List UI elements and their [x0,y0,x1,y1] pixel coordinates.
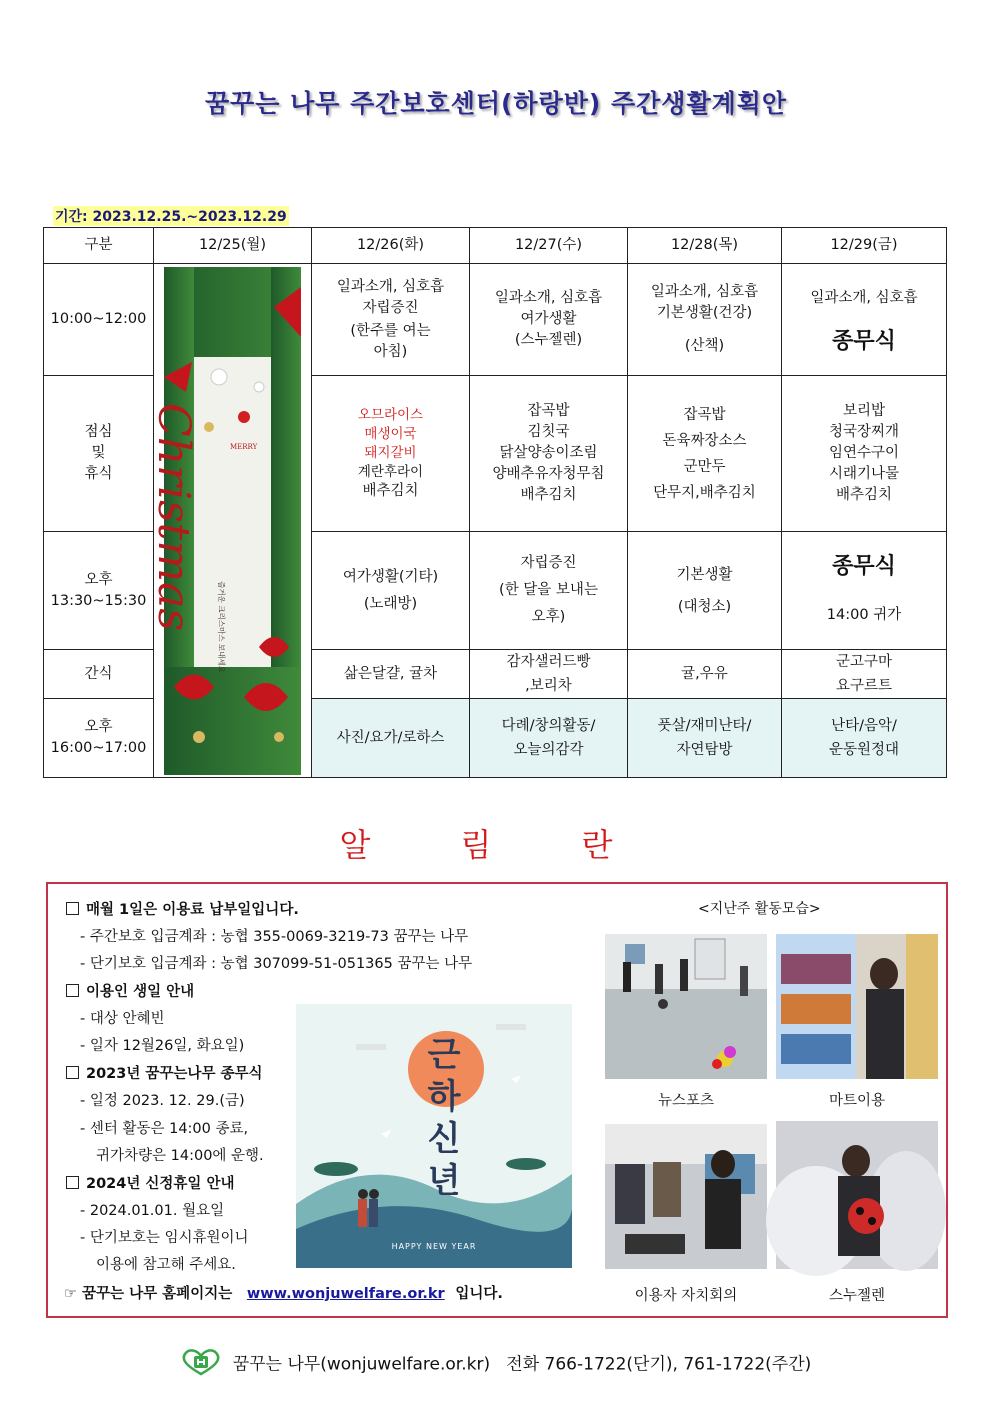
cell-line: 풋살/재미난타/ [657,718,752,734]
mart-photo-graphic [776,934,938,1079]
cell-line: 여가생활 [520,311,577,327]
meeting-photo-graphic [605,1124,767,1269]
schedule-cell [312,264,470,376]
notice-text: 매월 1일은 이용료 납부일입니다. [86,902,299,918]
menu-item: 배추김치 [362,483,419,499]
lunch-menu-cell [628,376,782,532]
menu-item: 김칫국 [527,424,570,440]
notice-text: - 대상 안혜빈 [80,1011,165,1027]
footer-text: 꿈꾸는 나무(wonjuwelfare.or.kr) 전화 766-1722(단기), 761-1722(주간) [232,1354,812,1375]
header-cell: 12/28(목) [628,228,782,264]
notice-item [66,1172,235,1193]
cell-line: 자립증진 [520,555,577,571]
cell-line: 기본생활 [676,566,733,583]
card-title: 근 하 신 년 [427,1035,461,1201]
time-label [44,699,154,778]
label-line: 오후 [84,719,113,735]
header-cell: 12/25(월) [154,228,312,264]
menu-item: 돼지갈비 [364,445,417,461]
photo-caption: 스누젤렌 [828,1288,886,1304]
checkbox-square-icon [66,1066,79,1079]
footer [0,1348,992,1381]
cell-line: 운동원정대 [828,742,900,758]
new-year-card [296,1004,572,1268]
table-row [44,264,947,376]
cell-line: 아침) [373,343,408,360]
notice-item [66,898,299,919]
table-header-row [44,228,947,264]
menu-item: 오므라이스 [357,407,424,423]
snoezelen-photo-graphic [776,1121,938,1269]
banner-small-text: MERRY [230,442,258,451]
checkbox-square-icon [66,1176,79,1189]
schedule-cell [782,532,947,650]
notice-text: 2023년 꿈꾸는나무 종무식 [86,1066,263,1082]
activity-cell [628,699,782,778]
cell-line: 일과소개, 심호흡 [810,289,918,306]
notice-text: 이용인 생일 안내 [86,984,195,1000]
cell-line: 일과소개, 심호흡 [494,290,603,306]
photo-new-sports [605,934,767,1079]
cell-line: ,보리차 [525,678,572,694]
cell-line: 일과소개, 심호흡 [336,278,445,295]
photo-meeting [605,1124,767,1269]
menu-item: 잡곡밥 [683,406,726,423]
notice-text: 2024년 신정휴일 안내 [86,1176,235,1192]
cell-line: 오늘의감각 [513,742,584,758]
period-label: 기간: 2023.12.25.~2023.12.29 [53,206,289,226]
cell-line: 요구르트 [835,678,893,694]
banner-vertical-text: 즐거운 크리스마스 보내세요 [217,580,226,673]
notice-text: - 단기보호는 임시휴원이니 [80,1230,249,1246]
photo-mart [776,934,938,1079]
cell-line: (대청소) [677,598,732,615]
cell-line: 감자샐러드빵 [506,654,591,670]
snack-cell [470,650,628,699]
homepage-link[interactable]: www.wonjuwelfare.or.kr [246,1286,445,1302]
cell-line: 오후) [531,609,566,625]
time-label [44,376,154,532]
cell-line: (한주를 여는 [350,322,431,339]
notice-text: - 일정 2023. 12. 29.(금) [80,1093,245,1109]
time-label [44,532,154,650]
cell-line: (노래방) [363,595,418,612]
page-title: 꿈꾸는 나무 주간보호센터(하랑반) 주간생활계획안 [204,89,788,118]
notice-item [66,1062,263,1083]
notice-text: 이용에 참고해 주세요. [96,1257,236,1273]
schedule-cell [628,264,782,376]
header-cell: 구분 [44,228,154,264]
label-line: 및 [91,445,106,461]
banner-script-text: Christmas [148,402,199,631]
cell-line: 다례/창의활동/ [501,718,596,734]
label-line: 휴식 [84,466,113,482]
header-cell: 12/26(화) [312,228,470,264]
cell-line: 기본생활(건강) [656,305,753,321]
cell-line: 군고구마 [835,654,893,670]
snack-cell: 귤,우유 [628,650,782,699]
menu-item: 임연수구이 [828,445,900,461]
cell-line: 일과소개, 심호흡 [650,284,759,300]
menu-item: 배추김치 [835,487,893,503]
schedule-cell [470,264,628,376]
photo-caption: 이용자 자치회의 [634,1288,738,1304]
photo-caption: 마트이용 [828,1093,886,1109]
schedule-cell [782,264,947,376]
schedule-cell [312,532,470,650]
christmas-wreath-graphic [148,267,301,775]
notice-text: - 2024.01.01. 월요일 [80,1203,225,1219]
menu-item: 잡곡밥 [527,403,570,419]
photo-caption: 뉴스포츠 [657,1093,715,1109]
cell-line: (한 달을 보내는 [499,582,598,598]
cell-line: 종무식 [832,553,896,579]
heart-logo-icon [181,1348,221,1381]
cell-line: 자연탐방 [676,742,733,758]
label-line: 16:00~17:00 [50,740,147,756]
notice-text: 입니다. [455,1286,503,1302]
activity-cell [782,699,947,778]
homepage-line [64,1282,503,1303]
lunch-menu-cell [782,376,947,532]
photos-title: <지난주 활동모습> [698,901,821,917]
notice-text: - 단기보호 입금계좌 : 농협 307099-51-051365 꿈꾸는 나무 [80,956,473,972]
menu-item: 계란후라이 [357,464,424,480]
notice-item [66,980,194,1001]
menu-item: 매생이국 [364,426,417,442]
lunch-menu-cell [470,376,628,532]
schedule-cell [628,532,782,650]
cell-line: 자립증진 [362,299,419,316]
cell-line: 14:00 귀가 [826,606,902,623]
cell-line: 여가생활(기타) [342,568,439,585]
menu-item: 돈육짜장소스 [662,432,747,449]
notice-text: 귀가차량은 14:00에 운행. [96,1148,264,1164]
weekly-schedule-table [43,227,947,778]
notice-text: - 센터 활동은 14:00 종료, [80,1121,249,1137]
cell-line: 종무식 [832,328,896,354]
lunch-menu-cell [312,376,470,532]
christmas-banner-image [148,267,301,775]
menu-item: 양배추유자청무침 [492,466,605,482]
snack-cell [782,650,947,699]
label-line: 13:30~15:30 [50,592,147,609]
cell-line: (스누젤렌) [514,332,583,348]
menu-item: 닭살양송이조림 [499,445,598,461]
checkbox-square-icon [66,984,79,997]
time-label: 10:00~12:00 [44,264,154,376]
header-cell: 12/29(금) [782,228,947,264]
header-cell: 12/27(수) [470,228,628,264]
label-line: 점심 [84,424,113,440]
menu-item: 배추김치 [520,487,577,503]
menu-item: 군만두 [683,458,726,475]
activity-cell: 사진/요가/로하스 [312,699,470,778]
schedule-cell [470,532,628,650]
label-line: 오후 [84,571,113,588]
time-label: 간식 [44,650,154,699]
notice-text: ☞ 꿈꾸는 나무 홈페이지는 [64,1286,233,1302]
cell-line: (산책) [684,338,725,354]
menu-item: 청국장찌개 [828,424,900,440]
checkbox-square-icon [66,902,79,915]
notice-text: - 일자 12월26일, 화요일) [80,1038,245,1054]
cell-line: 난타/음악/ [831,718,897,734]
menu-item: 시래기나물 [828,466,900,482]
new-sports-photo-graphic [605,934,767,1079]
menu-item: 단무지,배추김치 [653,484,756,501]
activity-cell [470,699,628,778]
menu-item: 보리밥 [842,403,886,419]
card-subtitle: HAPPY NEW YEAR [391,1242,477,1251]
photo-snoezelen [776,1121,938,1269]
christmas-banner-cell [148,264,312,778]
notice-heading: 알 림 란 [339,826,653,864]
notice-text: - 주간보호 입금계좌 : 농협 355-0069-3219-73 꿈꾸는 나무 [80,929,469,945]
snack-cell: 삶은달걀, 귤차 [312,650,470,699]
